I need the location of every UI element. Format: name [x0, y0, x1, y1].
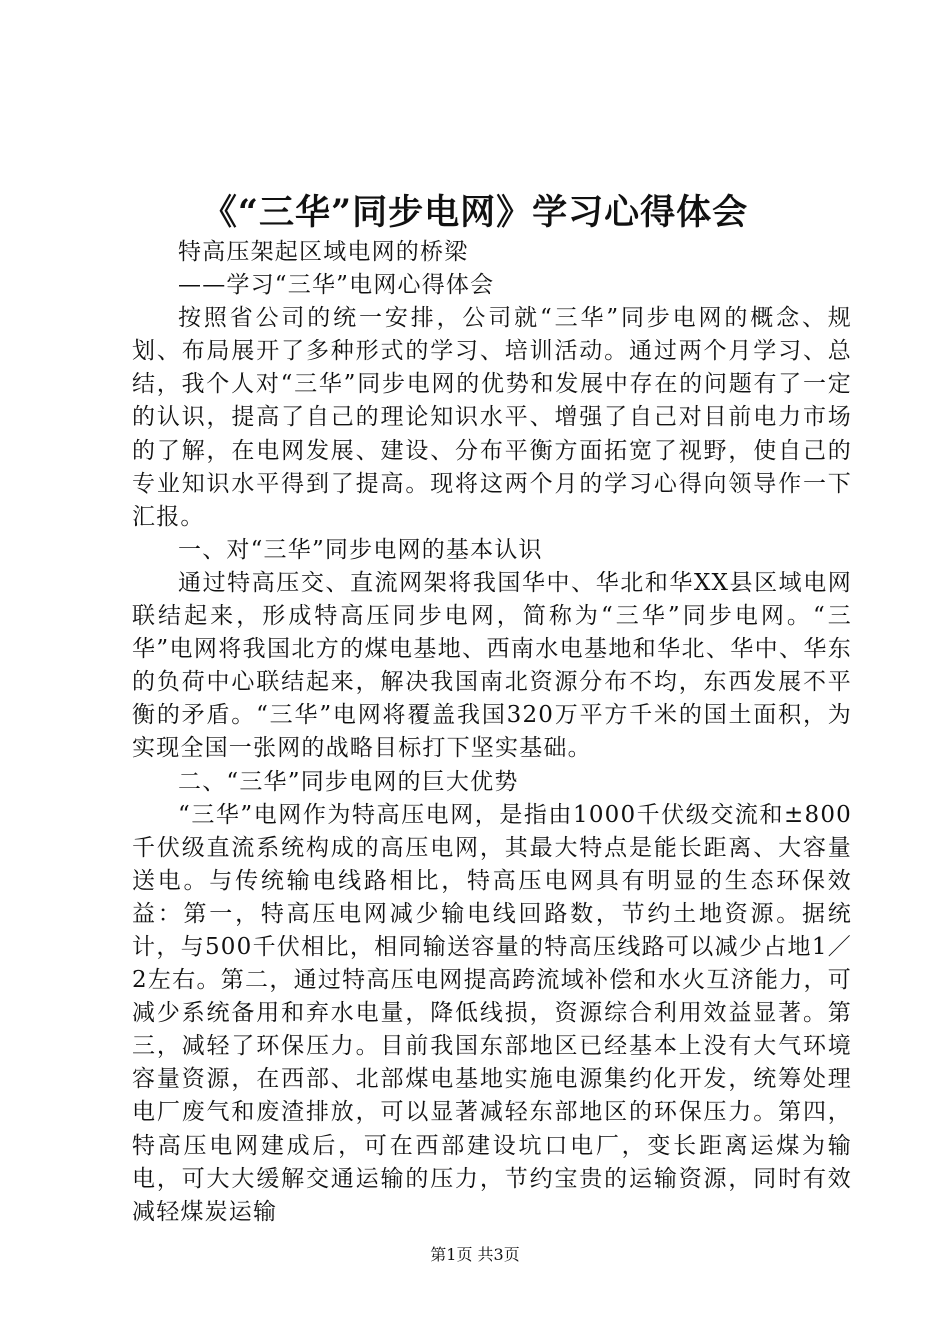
intro-paragraph: 按照省公司的统一安排，公司就“三华”同步电网的概念、规划、布局展开了多种形式的学习、培训活动。通过两个月学习、总结，我个人对“三华”同步电网的优势和发展中存在的问题有了一定的认识，提高了自己的理论知识水平、增强了自己对目前电力市场的了解，在电网发展、建设、分布平衡方面拓宽了视野，使自己的专业知识水平得到了提高。现将这两个月的学习心得向领导作一下汇报。 — [132, 305, 852, 530]
document-body — [132, 236, 852, 1229]
section-2-paragraph: “三华”电网作为特高压电网，是指由1000千伏级交流和±800千伏级直流系统构成的高压电网，其最大特点是能长距离、大容量送电。与传统输电线路相比，特高压电网具有明显的生态环保效益：第一，特高压电网减少输电线回路数，节约土地资源。据统计，与500千伏相比，相同输送容量的特高压线路可以减少占地1／2左右。第二，通过特高压电网提高跨流域补偿和水火互济能力，可减少系统备用和弃水电量，降低线损，资源综合利用效益显著。第三，减轻了环保压力。目前我国东部地区已经基本上没有大气环境容量资源，在西部、北部煤电基地实施电源集约化开发，统筹处理电厂废气和废渣排放，可以显著减轻东部地区的环保压力。第四，特高压电网建成后，可在西部建设坑口电厂，变长距离运煤为输电，可大大缓解交通运输的压力，节约宝贵的运输资源，同时有效减轻煤炭运输 — [132, 801, 852, 1225]
page-number-footer: 第1页 共3页 — [430, 1245, 520, 1264]
section-heading-2: 二、“三华”同步电网的巨大优势 — [178, 768, 519, 795]
section-1-paragraph: 通过特高压交、直流网架将我国华中、华北和华XX县区域电网联结起来，形成特高压同步电网，简称为“三华”同步电网。“三华”电网将我国北方的煤电基地、西南水电基地和华北、华中、华东的负荷中心联结起来，解决我国南北资源分布不均，东西发展不平衡的矛盾。“三华”电网将覆盖我国320万平方千米的国土面积，为实现全国一张网的战略目标打下坚实基础。 — [132, 569, 852, 762]
section-heading-1: 一、对“三华”同步电网的基本认识 — [178, 536, 543, 563]
document-title: 《“三华”同步电网》学习心得体会 — [201, 192, 749, 233]
subtitle-line: 特高压架起区域电网的桥梁 — [178, 239, 469, 265]
subtitle-subline: ——学习“三华”电网心得体会 — [178, 272, 495, 299]
